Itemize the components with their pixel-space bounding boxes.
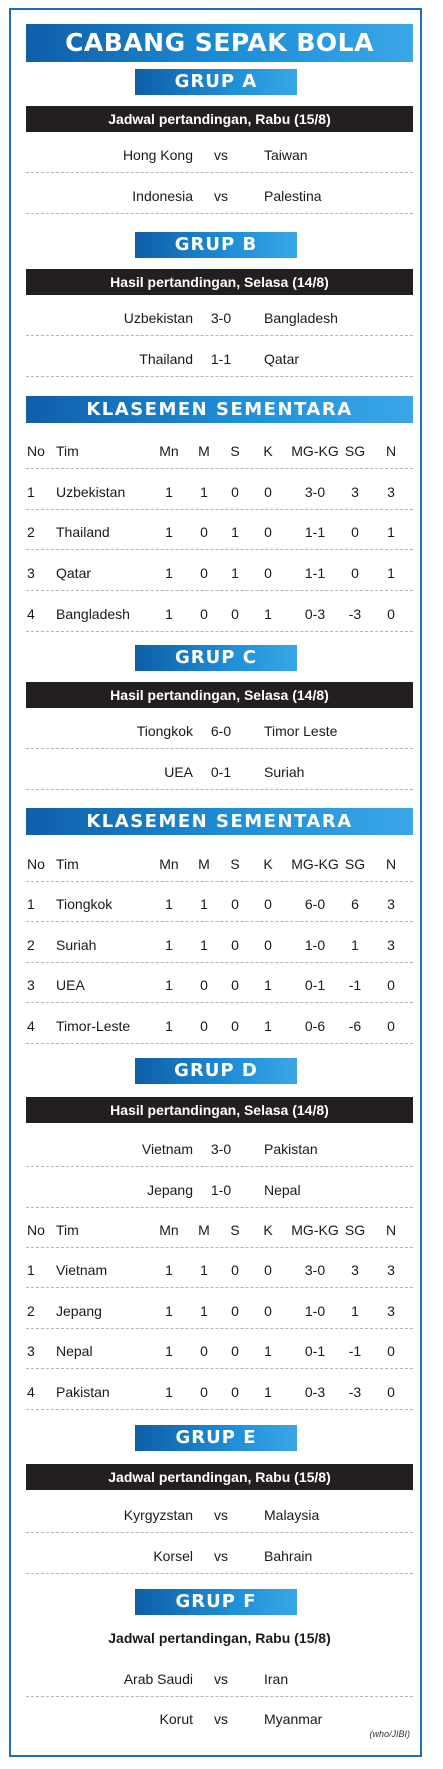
cell-s: 0 <box>231 1262 239 1278</box>
col-k: K <box>263 443 273 459</box>
cell-sg: 1 <box>351 1303 359 1319</box>
cell-s: 1 <box>231 524 239 540</box>
cell-mn: 1 <box>165 1343 173 1359</box>
group-f-header: GRUP F <box>135 1589 297 1615</box>
col-mgkg: MG-KG <box>291 856 339 872</box>
col-tim: Tim <box>56 443 79 459</box>
cell-s: 0 <box>231 1384 239 1400</box>
cell-m: 0 <box>200 977 208 993</box>
group-b-table-header <box>26 436 413 469</box>
away-team: Timor Leste <box>264 723 338 739</box>
home-team: Arab Saudi <box>123 1671 193 1687</box>
away-team: Qatar <box>264 351 300 367</box>
group-a-header: GRUP A <box>135 69 297 95</box>
cell-sg: 3 <box>351 484 359 500</box>
cell-m: 1 <box>200 937 208 953</box>
col-no: No <box>27 443 45 459</box>
group-f-match-1 <box>26 1664 413 1697</box>
cell-sg: 0 <box>351 565 359 581</box>
group-c-match-2 <box>26 757 413 790</box>
cell-mgkg: 0-3 <box>304 606 326 622</box>
match-result: 6-0 <box>210 723 232 739</box>
cell-mn: 1 <box>165 977 173 993</box>
home-team: Thailand <box>139 351 193 367</box>
table-row <box>26 1011 413 1044</box>
cell-team: Vietnam <box>56 1262 108 1278</box>
cell-k: 0 <box>264 565 272 581</box>
group-c-match-1 <box>26 716 413 749</box>
table-row <box>26 477 413 510</box>
cell-team: Qatar <box>56 565 92 581</box>
group-d-match-1 <box>26 1134 413 1167</box>
match-result: vs <box>214 1671 228 1687</box>
cell-mn: 1 <box>165 1018 173 1034</box>
cell-team: Tiongkok <box>56 896 113 912</box>
table-row <box>26 517 413 550</box>
group-b-standings-title: KLASEMEN SEMENTARA <box>26 396 413 423</box>
cell-no: 3 <box>27 977 35 993</box>
cell-sg: -3 <box>348 1384 362 1400</box>
col-m: M <box>198 856 210 872</box>
cell-n: 1 <box>387 565 395 581</box>
match-result: 0-1 <box>210 764 232 780</box>
home-team: Hong Kong <box>122 147 193 163</box>
cell-team: Thailand <box>56 524 110 540</box>
cell-team: Uzbekistan <box>56 484 126 500</box>
home-team: Kyrgyzstan <box>123 1507 193 1523</box>
cell-m: 0 <box>200 565 208 581</box>
cell-n: 0 <box>387 606 395 622</box>
away-team: Suriah <box>264 764 305 780</box>
cell-sg: -1 <box>348 1343 362 1359</box>
group-b-header: GRUP B <box>135 232 297 258</box>
cell-mgkg: 1-0 <box>304 937 326 953</box>
cell-no: 2 <box>27 937 35 953</box>
cell-mgkg: 0-3 <box>304 1384 326 1400</box>
cell-m: 1 <box>200 1303 208 1319</box>
home-team: Jepang <box>147 1182 193 1198</box>
cell-team: Pakistan <box>56 1384 110 1400</box>
away-team: Bahrain <box>264 1548 313 1564</box>
col-tim: Tim <box>56 1222 79 1238</box>
group-a-match-2 <box>26 181 413 214</box>
cell-k: 1 <box>264 1384 272 1400</box>
match-result: 1-1 <box>210 351 232 367</box>
home-team: Vietnam <box>141 1141 193 1157</box>
cell-team: UEA <box>56 977 85 993</box>
table-row <box>26 1296 413 1329</box>
cell-mgkg: 3-0 <box>304 1262 326 1278</box>
cell-sg: 6 <box>351 896 359 912</box>
cell-n: 0 <box>387 1343 395 1359</box>
away-team: Iran <box>264 1671 289 1687</box>
cell-m: 0 <box>200 1384 208 1400</box>
away-team: Nepal <box>264 1182 301 1198</box>
cell-k: 1 <box>264 1343 272 1359</box>
group-d-schedule-title: Hasil pertandingan, Selasa (14/8) <box>26 1097 413 1123</box>
cell-team: Jepang <box>56 1303 102 1319</box>
col-mgkg: MG-KG <box>291 443 339 459</box>
cell-mn: 1 <box>165 1384 173 1400</box>
group-c-standings-title: KLASEMEN SEMENTARA <box>26 808 413 835</box>
group-d-table-header <box>26 1215 413 1248</box>
cell-no: 1 <box>27 896 35 912</box>
col-sg: SG <box>344 856 366 872</box>
group-e-match-2 <box>26 1541 413 1574</box>
group-e-schedule-title: Jadwal pertandingan, Rabu (15/8) <box>26 1464 413 1490</box>
table-row <box>26 970 413 1003</box>
col-k: K <box>263 1222 273 1238</box>
cell-k: 0 <box>264 896 272 912</box>
cell-team: Nepal <box>56 1343 93 1359</box>
cell-mgkg: 1-0 <box>304 1303 326 1319</box>
cell-sg: -3 <box>348 606 362 622</box>
cell-s: 0 <box>231 1343 239 1359</box>
col-n: N <box>385 443 397 459</box>
main-title: CABANG SEPAK BOLA <box>26 24 413 62</box>
cell-n: 0 <box>387 1018 395 1034</box>
table-row <box>26 930 413 963</box>
cell-m: 1 <box>200 1262 208 1278</box>
col-k: K <box>263 856 273 872</box>
cell-m: 0 <box>200 606 208 622</box>
cell-m: 1 <box>200 484 208 500</box>
col-tim: Tim <box>56 856 79 872</box>
col-n: N <box>385 1222 397 1238</box>
col-no: No <box>27 1222 45 1238</box>
col-m: M <box>198 1222 210 1238</box>
match-result: vs <box>214 147 228 163</box>
home-team: Tiongkok <box>136 723 193 739</box>
cell-k: 1 <box>264 606 272 622</box>
home-team: UEA <box>164 764 193 780</box>
cell-n: 3 <box>387 1262 395 1278</box>
group-b-match-1 <box>26 303 413 336</box>
cell-mgkg: 0-1 <box>304 1343 326 1359</box>
table-row <box>26 1336 413 1369</box>
cell-n: 3 <box>387 484 395 500</box>
cell-s: 0 <box>231 1303 239 1319</box>
cell-n: 1 <box>387 524 395 540</box>
cell-sg: 3 <box>351 1262 359 1278</box>
cell-mn: 1 <box>165 896 173 912</box>
cell-s: 0 <box>231 896 239 912</box>
match-result: vs <box>214 188 228 204</box>
col-no: No <box>27 856 45 872</box>
cell-n: 3 <box>387 896 395 912</box>
cell-sg: 0 <box>351 524 359 540</box>
away-team: Pakistan <box>264 1141 318 1157</box>
cell-no: 3 <box>27 1343 35 1359</box>
cell-no: 4 <box>27 1018 35 1034</box>
cell-mn: 1 <box>165 606 173 622</box>
cell-mn: 1 <box>165 1303 173 1319</box>
cell-no: 2 <box>27 524 35 540</box>
cell-s: 1 <box>231 565 239 581</box>
cell-mgkg: 1-1 <box>304 524 326 540</box>
match-result: 3-0 <box>210 310 232 326</box>
match-result: vs <box>214 1507 228 1523</box>
group-c-header: GRUP C <box>135 645 297 671</box>
cell-m: 0 <box>200 1343 208 1359</box>
away-team: Myanmar <box>264 1711 323 1727</box>
group-c-table-header <box>26 849 413 882</box>
col-sg: SG <box>344 1222 366 1238</box>
cell-mn: 1 <box>165 1262 173 1278</box>
table-row <box>26 889 413 922</box>
group-a-match-1 <box>26 140 413 173</box>
group-b-match-2 <box>26 344 413 377</box>
cell-mgkg: 1-1 <box>304 565 326 581</box>
match-result: 1-0 <box>210 1182 232 1198</box>
cell-k: 0 <box>264 524 272 540</box>
group-f-schedule-title: Jadwal pertandingan, Rabu (15/8) <box>108 1630 331 1646</box>
col-sg: SG <box>344 443 366 459</box>
cell-s: 0 <box>231 977 239 993</box>
col-s: S <box>230 443 240 459</box>
home-team: Uzbekistan <box>123 310 193 326</box>
group-b-schedule-title: Hasil pertandingan, Selasa (14/8) <box>26 269 413 295</box>
table-row <box>26 558 413 591</box>
cell-s: 0 <box>231 484 239 500</box>
cell-n: 3 <box>387 1303 395 1319</box>
cell-mgkg: 0-1 <box>304 977 326 993</box>
cell-m: 0 <box>200 524 208 540</box>
cell-no: 2 <box>27 1303 35 1319</box>
cell-sg: -1 <box>348 977 362 993</box>
cell-team: Suriah <box>56 937 97 953</box>
cell-team: Timor-Leste <box>56 1018 131 1034</box>
group-d-header: GRUP D <box>135 1058 297 1084</box>
cell-k: 1 <box>264 1018 272 1034</box>
table-row <box>26 1377 413 1410</box>
cell-mgkg: 0-6 <box>304 1018 326 1034</box>
table-row <box>26 1255 413 1288</box>
cell-k: 0 <box>264 1262 272 1278</box>
group-e-header: GRUP E <box>135 1425 297 1451</box>
cell-no: 1 <box>27 1262 35 1278</box>
group-e-match-1 <box>26 1500 413 1533</box>
cell-n: 3 <box>387 937 395 953</box>
match-result: vs <box>214 1548 228 1564</box>
group-d-match-2 <box>26 1175 413 1208</box>
cell-sg: -6 <box>348 1018 362 1034</box>
cell-team: Bangladesh <box>56 606 130 622</box>
group-a-schedule-title: Jadwal pertandingan, Rabu (15/8) <box>26 106 413 132</box>
col-mn: Mn <box>159 1222 179 1238</box>
cell-no: 4 <box>27 1384 35 1400</box>
source-credit: (who/JIBI) <box>369 1729 410 1739</box>
cell-m: 1 <box>200 896 208 912</box>
cell-mn: 1 <box>165 524 173 540</box>
col-mn: Mn <box>159 856 179 872</box>
cell-no: 4 <box>27 606 35 622</box>
col-s: S <box>230 856 240 872</box>
home-team: Korut <box>159 1711 193 1727</box>
cell-s: 0 <box>231 1018 239 1034</box>
cell-s: 0 <box>231 937 239 953</box>
col-mgkg: MG-KG <box>291 1222 339 1238</box>
cell-k: 0 <box>264 937 272 953</box>
table-row <box>26 599 413 632</box>
cell-mn: 1 <box>165 937 173 953</box>
cell-mgkg: 3-0 <box>304 484 326 500</box>
cell-k: 0 <box>264 1303 272 1319</box>
match-result: vs <box>214 1711 228 1727</box>
col-s: S <box>230 1222 240 1238</box>
cell-no: 3 <box>27 565 35 581</box>
cell-mn: 1 <box>165 565 173 581</box>
home-team: Korsel <box>153 1548 193 1564</box>
away-team: Bangladesh <box>264 310 338 326</box>
away-team: Malaysia <box>264 1507 320 1523</box>
match-result: 3-0 <box>210 1141 232 1157</box>
home-team: Indonesia <box>132 188 193 204</box>
cell-s: 0 <box>231 606 239 622</box>
col-n: N <box>385 856 397 872</box>
cell-sg: 1 <box>351 937 359 953</box>
cell-m: 0 <box>200 1018 208 1034</box>
cell-k: 1 <box>264 977 272 993</box>
cell-k: 0 <box>264 484 272 500</box>
cell-n: 0 <box>387 1384 395 1400</box>
cell-mgkg: 6-0 <box>304 896 326 912</box>
col-mn: Mn <box>159 443 179 459</box>
cell-n: 0 <box>387 977 395 993</box>
cell-no: 1 <box>27 484 35 500</box>
away-team: Palestina <box>264 188 322 204</box>
cell-mn: 1 <box>165 484 173 500</box>
away-team: Taiwan <box>264 147 308 163</box>
group-c-schedule-title: Hasil pertandingan, Selasa (14/8) <box>26 682 413 708</box>
col-m: M <box>198 443 210 459</box>
